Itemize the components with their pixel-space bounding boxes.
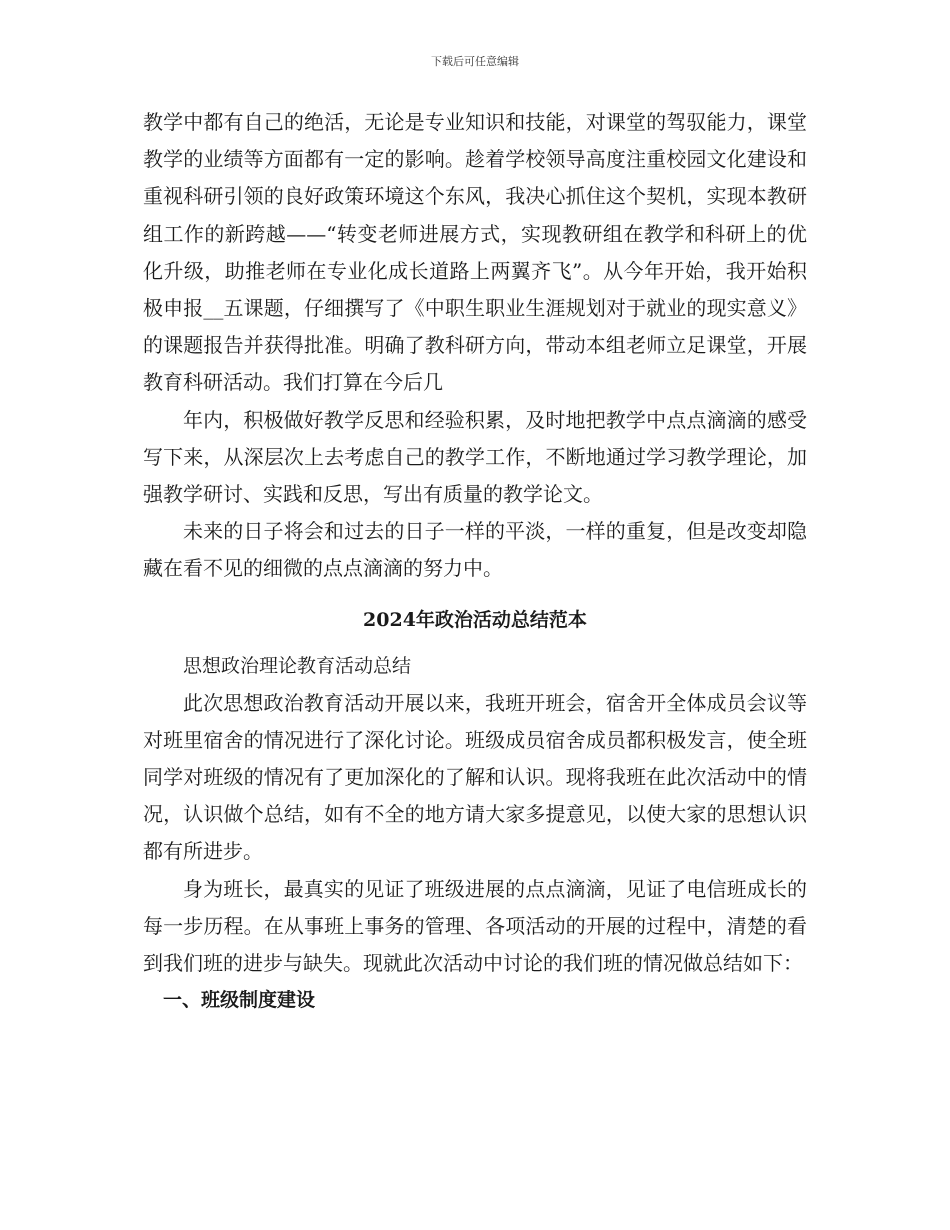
document-title: 2024年政治活动总结范本 (363, 608, 587, 631)
paragraph-reflection: 年内，积极做好教学反思和经验积累，及时地把教学中点点滴滴的感受写下来，从深层次上去考虑自己的教学工作，不断地通过学习教学理论，加强教学研讨、实践和反思，写出有质量的教学论文。 (143, 407, 807, 507)
paragraph-future: 未来的日子将会和过去的日子一样的平淡，一样的重复，但是改变却隐藏在看不见的细微的点点滴滴的努力中。 (143, 519, 807, 581)
paragraph-activity-intro: 此次思想政治教育活动开展以来，我班开班会，宿舍开全体成员会议等对班里宿舍的情况进行了深化讨论。班级成员宿舍成员都积极发言，使全班同学对班级的情况有了更加深化的了解和认识。现将我班在此次活动中的情况，认识做个总结，如有不全的地方请大家多提意见，以使大家的思想认识都有所进步。 (143, 690, 807, 864)
paragraph-monitor-view: 身为班长，最真实的见证了班级进展的点点滴滴，见证了电信班成长的每一步历程。在从事班上事务的管理、各项活动的开展的过程中，清楚的看到我们班的进步与缺失。现就此次活动中讨论的我们班的情况做总结如下： (143, 876, 807, 976)
document-body (143, 104, 807, 1019)
page-header-note: 下载后可任意编辑 (431, 55, 519, 68)
section-heading-class-system: 一、班级制度建设 (163, 989, 316, 1012)
document-subtitle: 思想政治理论教育活动总结 (183, 654, 412, 677)
paragraph-teaching-continued: 教学中都有自己的绝活，无论是专业知识和技能，对课堂的驾驭能力，课堂教学的业绩等方面都有一定的影响。趁着学校领导高度注重校园文化建设和重视科研引领的良好政策环境这个东风，我决心抓住这个契机，实现本教研组工作的新跨越——“转变老师进展方式，实现教研组在教学和科研上的优化升级，助推老师在专业化成长道路上两翼齐飞”。从今年开始，我开始积极申报__五课题，仔细撰写了《中职生职业生涯规划对于就业的现实意义》的课题报告并获得批准。明确了教科研方向，带动本组老师立足课堂，开展教育科研活动。我们打算在今后几 (143, 110, 807, 395)
